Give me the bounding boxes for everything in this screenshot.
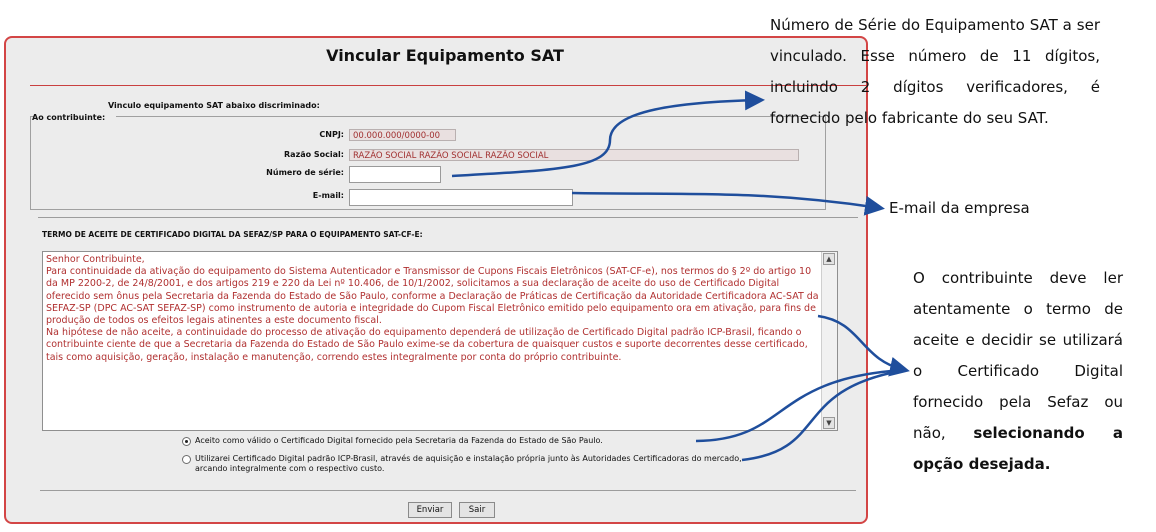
razao-social-label: Razão Social: [284,150,344,159]
term-annotation-text: O contribuinte deve ler atentamente o termo de aceite e decidir se utilizará o Certificado Digital fornecido pela Sefaz ou não, [913,269,1123,442]
email-label: E-mail: [312,191,344,200]
cnpj-label: CNPJ: [319,130,344,139]
term-paragraph-2: Na hipótese de não aceite, a continuidade do processo de ativação do equipamento dependerá de utilização de Certificado Digital padrão ICP-Brasil, ficando o contribuinte ciente de que a Secretaria da Fazenda do Estado de São Paulo exime-se da cobertura de quaisquer custos e suporte decorrentes desse certificado, tais como aquisição, geração, instalação e manutenção, correndo estes integralmente por conta do próprio contribuinte. [46,327,808,363]
term-annotation-bold: selecionando a opção desejada. [913,424,1123,473]
term-greeting: Senhor Contribuinte, [46,254,145,265]
send-button[interactable]: Enviar [408,502,452,518]
option1-arrow [696,370,905,441]
cnpj-field: 00.000.000/0000-00 [349,129,456,141]
exit-button[interactable]: Sair [459,502,495,518]
razao-social-field: RAZÃO SOCIAL RAZÃO SOCIAL RAZÃO SOCIAL [349,149,799,161]
scroll-down-icon[interactable]: ▼ [823,417,835,429]
group-label: Ao contribuinte: [32,113,106,122]
email-annotation: E-mail da empresa [889,199,1030,217]
term-title: TERMO DE ACEITE DE CERTIFICADO DIGITAL DA SEFAZ/SP PARA O EQUIPAMENTO SAT-CF-E: [42,230,423,239]
option2-arrow [742,370,905,460]
section-label: Vinculo equipamento SAT abaixo discriminado: [108,101,320,110]
term-arrow [818,316,905,370]
scroll-up-icon[interactable]: ▲ [823,253,835,265]
term-paragraph-1: Para continuidade da ativação do equipamento do Sistema Autenticador e Transmissor de Cupons Fiscais Eletrônicos (SAT-CF-e), nos termos do § 2º do artigo 10 da MP 2200-2, de 24/8/2001, e dos artigos 219 e 220 da Lei nº 10.406, de 10/1/2002, solicitamos a sua declaração de aceite do uso de Certificado Digital oferecido sem ônus pela Secretaria da Fazenda do Estado de São Paulo, conforme a Declaração de Práticas de Certificação da Autoridade Certificadora AC-SAT da SEFAZ-SP (DPC AC-SAT SEFAZ-SP) como instrumento de autoria e integridade do Cupom Fiscal Eletrônico emitido pelo equipamento ora em ativação, para fins de produção de todos os efeitos legais atinentes a este documento fiscal. [46,266,819,327]
icp-brasil-label: Utilizarei Certificado Digital padrão ICP-Brasil, através de aquisição e instalação própria junto às Autoridades Certificadoras do mercado, arcando integralmente com o respectivo custo. [195,454,742,473]
page-title: Vincular Equipamento SAT [326,46,564,65]
accept-sefaz-label: Aceito como válido o Certificado Digital fornecido pela Secretaria da Fazenda do Estado de São Paulo. [195,436,603,445]
serial-number-label: Número de série: [266,168,344,177]
email-arrow [572,193,880,208]
serial-annotation: Número de Série do Equipamento SAT a ser vinculado. Esse número de 11 dígitos, incluindo 2 dígitos verificadores, é fornecido pelo fabricante do seu SAT. [770,16,1100,127]
serial-arrow [452,100,760,176]
